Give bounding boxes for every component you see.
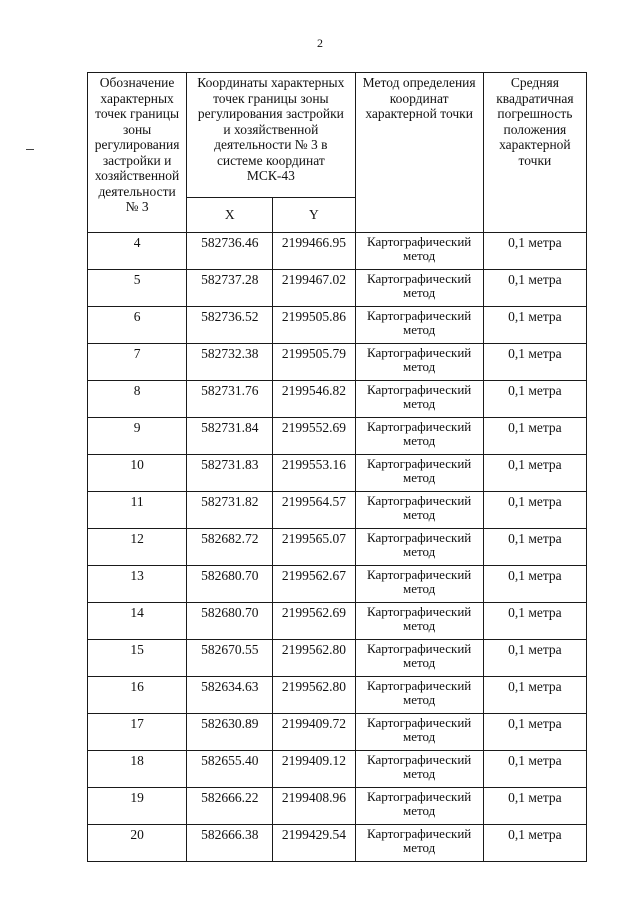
y-cell: 2199562.69 bbox=[273, 603, 355, 640]
point-cell: 19 bbox=[88, 788, 187, 825]
table-body bbox=[88, 233, 587, 862]
x-cell: 582666.22 bbox=[187, 788, 273, 825]
x-cell: 582655.40 bbox=[187, 751, 273, 788]
table-row bbox=[88, 455, 587, 492]
point-cell: 8 bbox=[88, 381, 187, 418]
error-cell: 0,1 метра bbox=[483, 529, 586, 566]
method-cell: Картографический метод bbox=[355, 714, 483, 751]
y-cell: 2199546.82 bbox=[273, 381, 355, 418]
x-cell: 582736.46 bbox=[187, 233, 273, 270]
table-row bbox=[88, 825, 587, 862]
point-cell: 10 bbox=[88, 455, 187, 492]
table-row bbox=[88, 270, 587, 307]
method-cell: Картографический метод bbox=[355, 307, 483, 344]
x-cell: 582666.38 bbox=[187, 825, 273, 862]
x-cell: 582737.28 bbox=[187, 270, 273, 307]
point-cell: 14 bbox=[88, 603, 187, 640]
method-cell: Картографический метод bbox=[355, 381, 483, 418]
method-cell: Картографический метод bbox=[355, 529, 483, 566]
x-cell: 582634.63 bbox=[187, 677, 273, 714]
table-row bbox=[88, 751, 587, 788]
header-coords: Координаты характерных точек границы зоны регулирования застройки и хозяйственной деятельности № 3 в системе координат МСК-43 bbox=[187, 73, 355, 198]
x-cell: 582736.52 bbox=[187, 307, 273, 344]
error-cell: 0,1 метра bbox=[483, 418, 586, 455]
error-cell: 0,1 метра bbox=[483, 455, 586, 492]
method-cell: Картографический метод bbox=[355, 233, 483, 270]
method-cell: Картографический метод bbox=[355, 418, 483, 455]
error-cell: 0,1 метра bbox=[483, 640, 586, 677]
error-cell: 0,1 метра bbox=[483, 307, 586, 344]
table-row bbox=[88, 381, 587, 418]
x-cell: 582680.70 bbox=[187, 603, 273, 640]
table-row bbox=[88, 529, 587, 566]
table-header-row bbox=[88, 73, 587, 198]
y-cell: 2199553.16 bbox=[273, 455, 355, 492]
margin-mark bbox=[26, 149, 34, 150]
x-cell: 582630.89 bbox=[187, 714, 273, 751]
point-cell: 17 bbox=[88, 714, 187, 751]
error-cell: 0,1 метра bbox=[483, 825, 586, 862]
error-cell: 0,1 метра bbox=[483, 233, 586, 270]
x-cell: 582731.83 bbox=[187, 455, 273, 492]
error-cell: 0,1 метра bbox=[483, 381, 586, 418]
y-cell: 2199409.72 bbox=[273, 714, 355, 751]
table-row bbox=[88, 492, 587, 529]
header-point: Обозначение характерных точек границы зоны регулирования застройки и хозяйственной деятельности № 3 bbox=[88, 73, 187, 233]
method-cell: Картографический метод bbox=[355, 640, 483, 677]
coordinates-table bbox=[87, 72, 587, 862]
table-row bbox=[88, 233, 587, 270]
point-cell: 20 bbox=[88, 825, 187, 862]
method-cell: Картографический метод bbox=[355, 270, 483, 307]
method-cell: Картографический метод bbox=[355, 788, 483, 825]
x-cell: 582680.70 bbox=[187, 566, 273, 603]
error-cell: 0,1 метра bbox=[483, 270, 586, 307]
y-cell: 2199505.86 bbox=[273, 307, 355, 344]
header-x: X bbox=[187, 198, 273, 233]
error-cell: 0,1 метра bbox=[483, 677, 586, 714]
y-cell: 2199564.57 bbox=[273, 492, 355, 529]
method-cell: Картографический метод bbox=[355, 751, 483, 788]
point-cell: 5 bbox=[88, 270, 187, 307]
y-cell: 2199429.54 bbox=[273, 825, 355, 862]
x-cell: 582731.84 bbox=[187, 418, 273, 455]
error-cell: 0,1 метра bbox=[483, 788, 586, 825]
error-cell: 0,1 метра bbox=[483, 714, 586, 751]
y-cell: 2199562.80 bbox=[273, 640, 355, 677]
y-cell: 2199552.69 bbox=[273, 418, 355, 455]
error-cell: 0,1 метра bbox=[483, 344, 586, 381]
y-cell: 2199562.67 bbox=[273, 566, 355, 603]
header-y: Y bbox=[273, 198, 355, 233]
point-cell: 7 bbox=[88, 344, 187, 381]
error-cell: 0,1 метра bbox=[483, 603, 586, 640]
table-row bbox=[88, 344, 587, 381]
header-error: Средняя квадратичная погрешность положения характерной точки bbox=[483, 73, 586, 233]
y-cell: 2199466.95 bbox=[273, 233, 355, 270]
method-cell: Картографический метод bbox=[355, 455, 483, 492]
error-cell: 0,1 метра bbox=[483, 566, 586, 603]
point-cell: 6 bbox=[88, 307, 187, 344]
method-cell: Картографический метод bbox=[355, 492, 483, 529]
y-cell: 2199467.02 bbox=[273, 270, 355, 307]
point-cell: 11 bbox=[88, 492, 187, 529]
x-cell: 582731.82 bbox=[187, 492, 273, 529]
method-cell: Картографический метод bbox=[355, 566, 483, 603]
error-cell: 0,1 метра bbox=[483, 492, 586, 529]
x-cell: 582732.38 bbox=[187, 344, 273, 381]
table-row bbox=[88, 714, 587, 751]
table-row bbox=[88, 603, 587, 640]
y-cell: 2199565.07 bbox=[273, 529, 355, 566]
point-cell: 16 bbox=[88, 677, 187, 714]
y-cell: 2199409.12 bbox=[273, 751, 355, 788]
y-cell: 2199505.79 bbox=[273, 344, 355, 381]
point-cell: 4 bbox=[88, 233, 187, 270]
x-cell: 582731.76 bbox=[187, 381, 273, 418]
point-cell: 12 bbox=[88, 529, 187, 566]
x-cell: 582670.55 bbox=[187, 640, 273, 677]
error-cell: 0,1 метра bbox=[483, 751, 586, 788]
page-number: 2 bbox=[317, 36, 323, 50]
method-cell: Картографический метод bbox=[355, 677, 483, 714]
point-cell: 15 bbox=[88, 640, 187, 677]
point-cell: 13 bbox=[88, 566, 187, 603]
y-cell: 2199408.96 bbox=[273, 788, 355, 825]
point-cell: 18 bbox=[88, 751, 187, 788]
table-row bbox=[88, 788, 587, 825]
y-cell: 2199562.80 bbox=[273, 677, 355, 714]
method-cell: Картографический метод bbox=[355, 603, 483, 640]
table-row bbox=[88, 418, 587, 455]
table-row bbox=[88, 677, 587, 714]
table-row bbox=[88, 566, 587, 603]
point-cell: 9 bbox=[88, 418, 187, 455]
header-method: Метод определения координат характерной точки bbox=[355, 73, 483, 233]
table-row bbox=[88, 640, 587, 677]
x-cell: 582682.72 bbox=[187, 529, 273, 566]
method-cell: Картографический метод bbox=[355, 344, 483, 381]
table-row bbox=[88, 307, 587, 344]
method-cell: Картографический метод bbox=[355, 825, 483, 862]
